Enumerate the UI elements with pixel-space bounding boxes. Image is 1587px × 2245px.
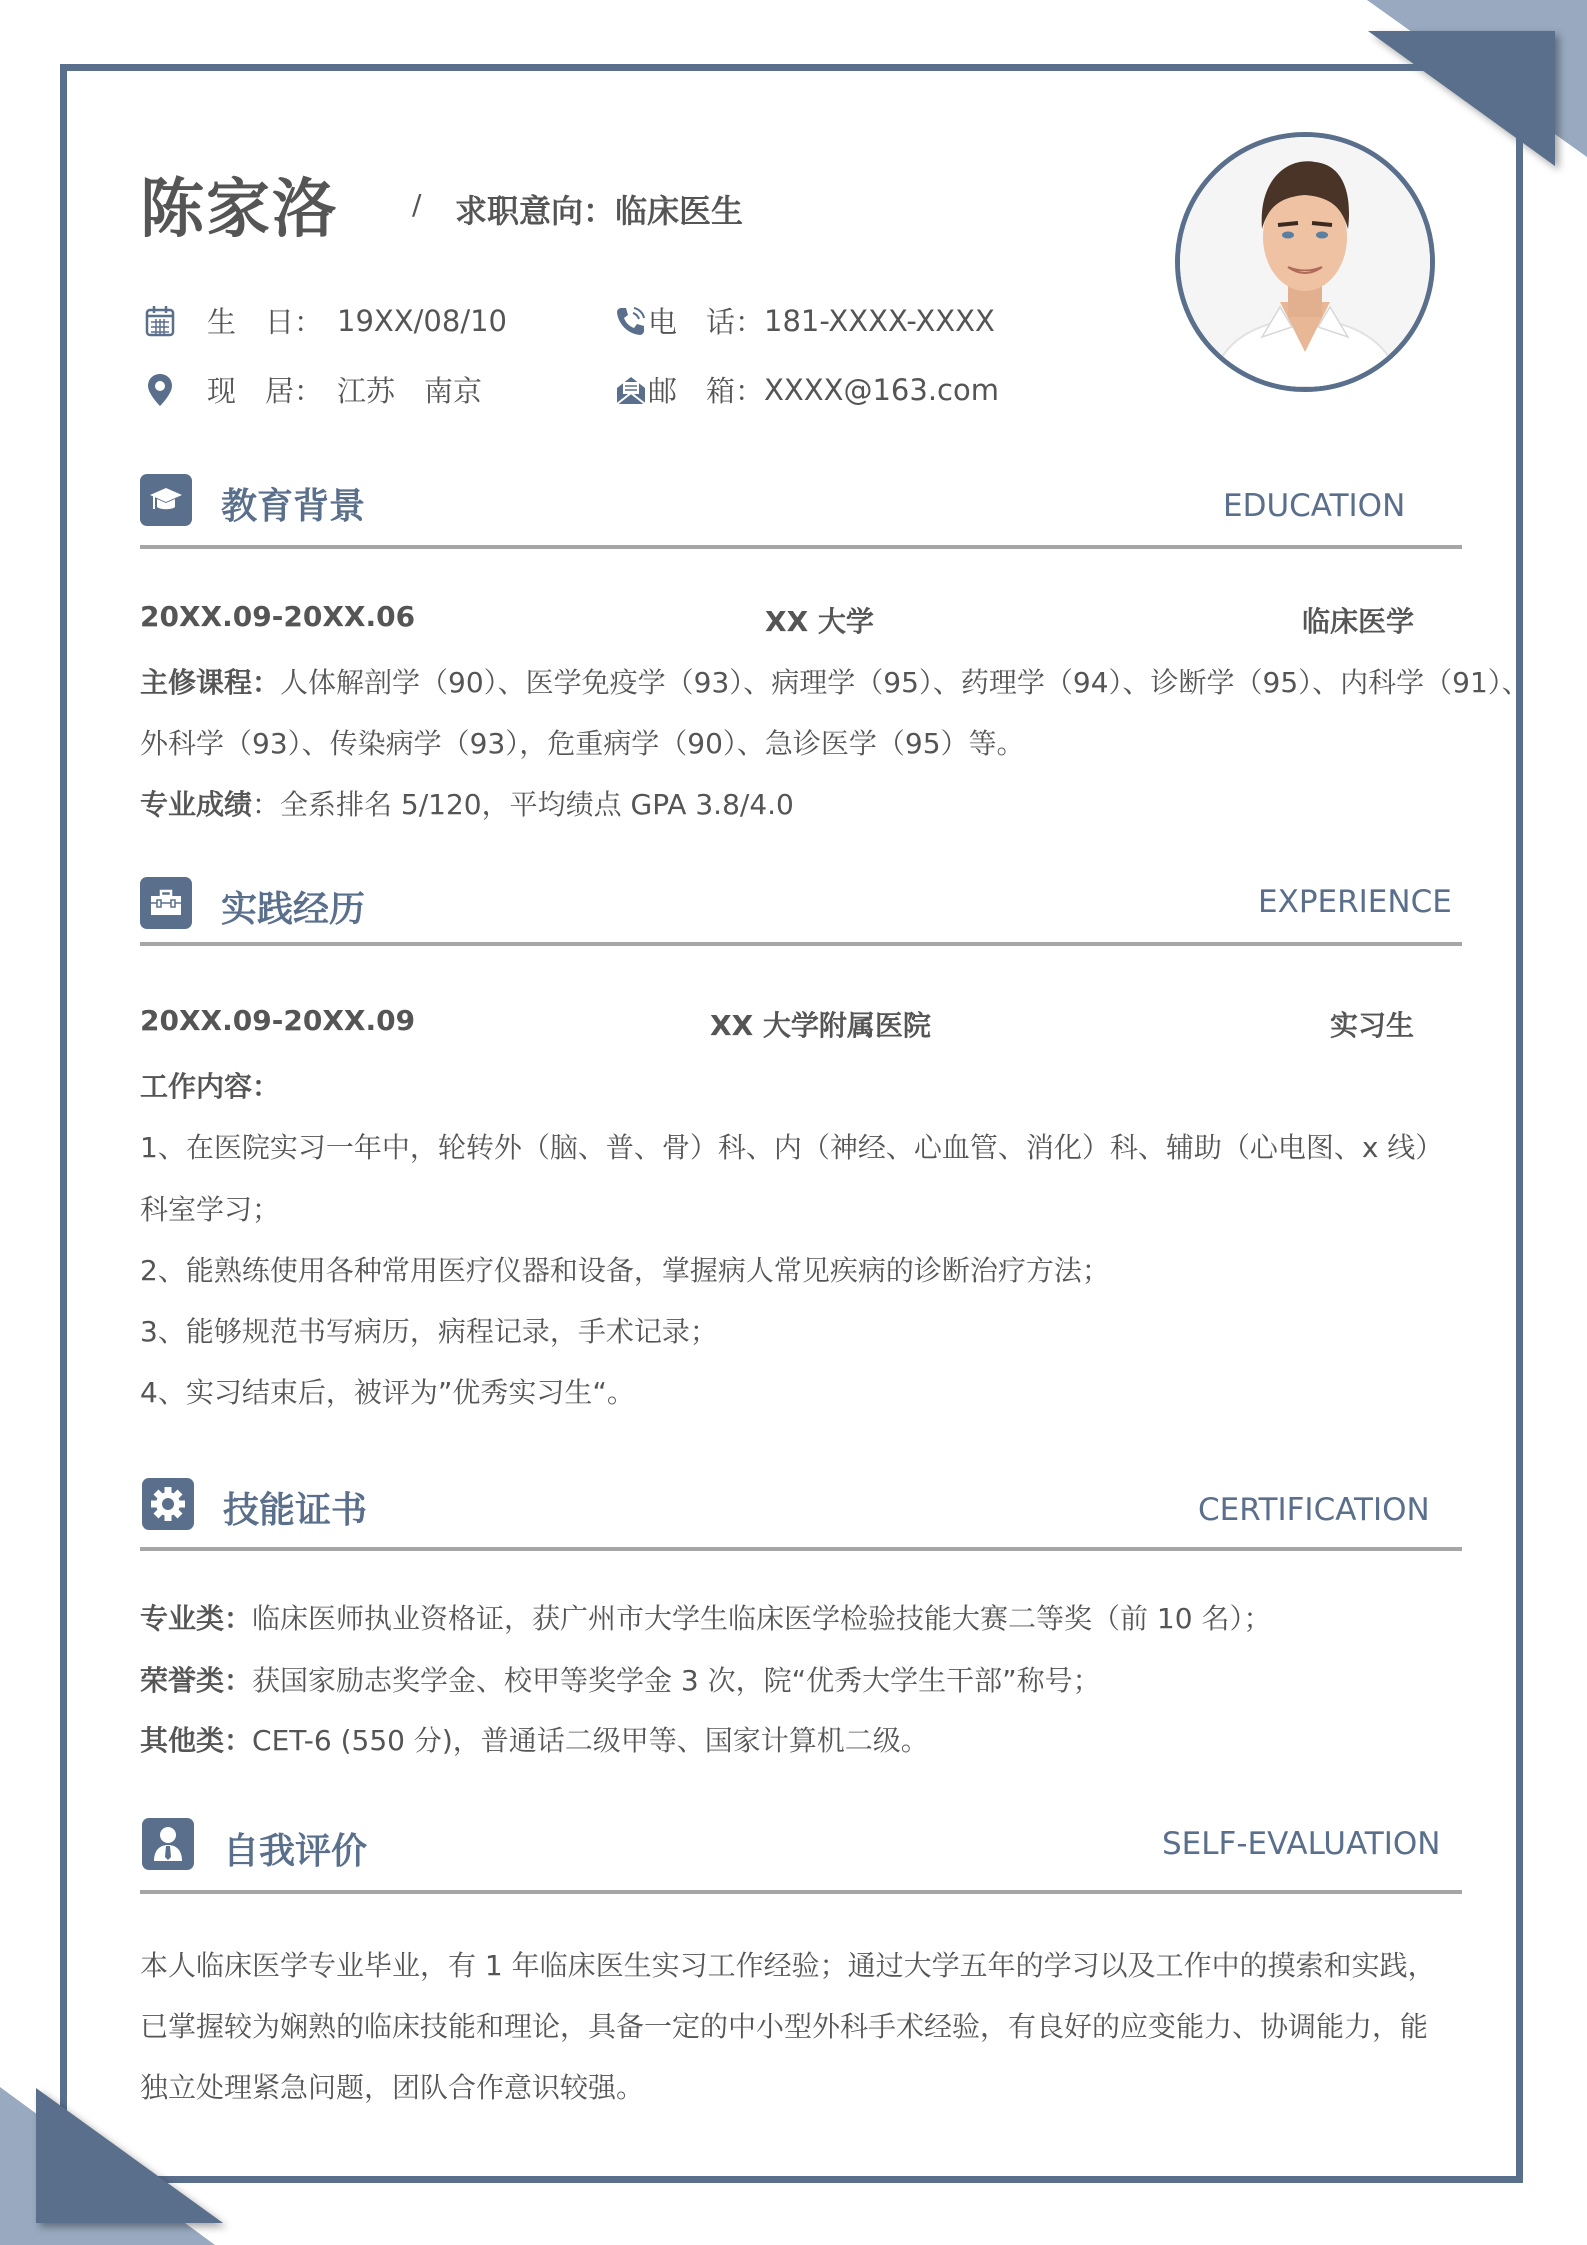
header-separator: / [412, 188, 422, 221]
self-evaluation-line: 本人临床医学专业毕业，有 1 年临床医生实习工作经验；通过大学五年的学习以及工作中的摸索和实践， [140, 1949, 1436, 1982]
cert-value: 临床医师执业资格证，获广州市大学生临床医学检验技能大赛二等奖（前 10 名）； [252, 1602, 1272, 1635]
courses-value: 人体解剖学（90）、医学免疫学（93）、病理学（95）、药理学（94）、诊断学（95）、内科学（91）、 [280, 666, 1530, 699]
section-title-certification: 技能证书 [223, 1490, 368, 1531]
section-title-en-self-evaluation: SELF-EVALUATION [1162, 1826, 1441, 1862]
gear-icon [142, 1478, 194, 1530]
person-icon [142, 1818, 194, 1870]
education-period: 20XX.09-20XX.06 [140, 600, 416, 633]
cert-label: 专业类： [140, 1602, 253, 1635]
phone-icon [614, 304, 648, 338]
section-divider [140, 1547, 1462, 1551]
grades-label: 专业成绩 [140, 788, 253, 821]
section-title-en-experience: EXPERIENCE [1258, 884, 1452, 920]
info-birthday [143, 300, 507, 341]
experience-period: 20XX.09-20XX.09 [140, 1004, 416, 1037]
calendar-icon [143, 304, 177, 338]
experience-item: 4、实习结束后，被评为”优秀实习生“。 [140, 1376, 635, 1409]
experience-role: 实习生 [1330, 1009, 1415, 1042]
experience-content-label: 工作内容： [140, 1070, 281, 1103]
education-major: 临床医学 [1302, 605, 1415, 638]
info-phone [614, 300, 995, 341]
self-evaluation-line: 独立处理紧急问题，团队合作意识较强。 [140, 2071, 645, 2104]
cert-value: 获国家励志奖学金、校甲等奖学金 3 次，院“优秀大学生干部”称号； [252, 1664, 1101, 1697]
certification-row [140, 1659, 1101, 1699]
cert-label: 荣誉类： [140, 1664, 253, 1697]
section-divider [140, 545, 1462, 549]
section-divider [140, 1890, 1462, 1894]
job-intent: 求职意向：临床医生 [455, 192, 744, 230]
briefcase-icon [140, 877, 192, 929]
experience-item: 科室学习； [140, 1193, 281, 1226]
mail-icon [614, 373, 648, 407]
education-grades [140, 783, 794, 823]
phone-label: 电 话： [648, 305, 765, 339]
education-school: XX 大学 [765, 605, 874, 638]
avatar-portrait-icon [1180, 137, 1430, 387]
certification-row [140, 1719, 929, 1759]
experience-item: 2、能熟练使用各种常用医疗仪器和设备，掌握病人常见疾病的诊断治疗方法； [140, 1254, 1110, 1287]
section-title-self-evaluation: 自我评价 [223, 1831, 368, 1872]
experience-item: 1、在医院实习一年中，轮转外（脑、普、骨）科、内（神经、心血管、消化）科、辅助（心电图、x 线） [140, 1131, 1444, 1164]
corner-decoration-bottom-left-dark [36, 2088, 223, 2223]
experience-org: XX 大学附属医院 [710, 1009, 931, 1042]
email-label: 邮 箱： [648, 374, 765, 408]
section-title-education: 教育背景 [221, 486, 366, 527]
cert-value: CET-6 (550 分)，普通话二级甲等、国家计算机二级。 [252, 1724, 929, 1757]
grades-value: ：全系排名 5/120，平均绩点 GPA 3.8/4.0 [252, 788, 794, 821]
courses-label: 主修课程： [140, 666, 281, 699]
birthday-label: 生 日： [207, 305, 324, 339]
email-value: XXXX@163.com [764, 372, 999, 407]
cert-label: 其他类： [140, 1724, 253, 1757]
location-pin-icon [143, 373, 177, 407]
section-divider [140, 942, 1462, 946]
section-title-en-certification: CERTIFICATION [1198, 1492, 1430, 1528]
info-email [614, 369, 999, 410]
info-residence [143, 369, 482, 410]
education-courses-line1 [140, 661, 1530, 701]
birthday-value: 19XX/08/10 [337, 303, 507, 338]
experience-item: 3、能够规范书写病历，病程记录，手术记录； [140, 1315, 718, 1348]
phone-value: 181-XXXX-XXXX [764, 303, 995, 338]
certification-row [140, 1597, 1271, 1637]
residence-label: 现 居： [207, 374, 324, 408]
self-evaluation-line: 已掌握较为娴熟的临床技能和理论，具备一定的中小型外科手术经验，有良好的应变能力、协调能力，能 [140, 2010, 1429, 2043]
residence-value: 江苏 南京 [337, 374, 483, 408]
candidate-name: 陈家洛 [140, 173, 338, 247]
profile-photo [1175, 132, 1435, 392]
section-title-en-education: EDUCATION [1223, 488, 1406, 524]
graduation-cap-icon [140, 474, 192, 526]
section-title-experience: 实践经历 [221, 889, 366, 930]
education-courses-line2: 外科学（93）、传染病学（93），危重病学（90）、急诊医学（95）等。 [140, 727, 1025, 760]
